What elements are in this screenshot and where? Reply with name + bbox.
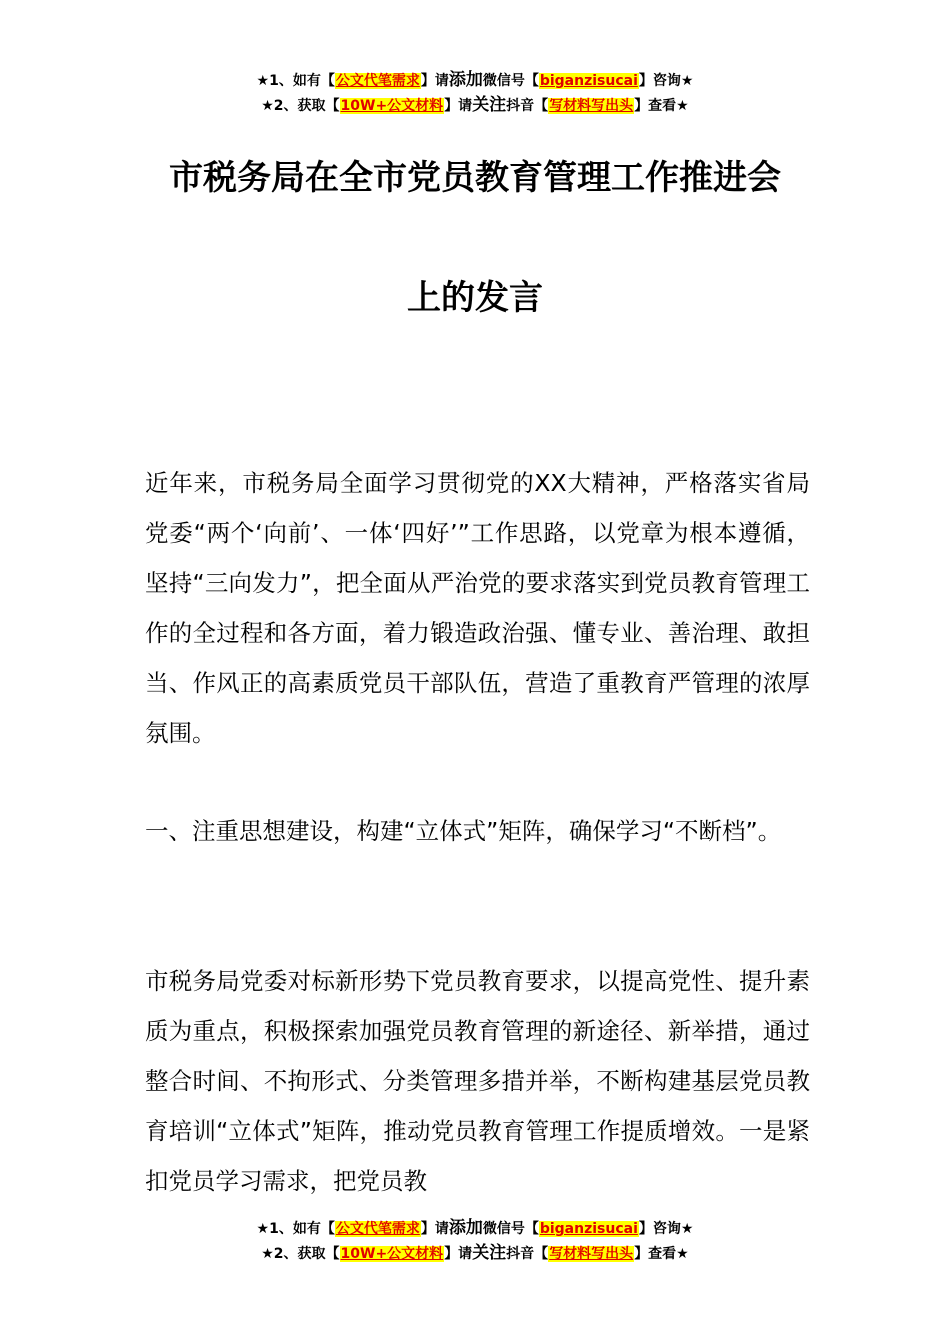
highlight-douyin-account: 写材料写出头 — [549, 98, 634, 114]
banner-text: ★2、获取【 — [261, 1246, 340, 1262]
highlight-wechat-id: biganzisucai — [539, 1221, 638, 1237]
banner-text: 微信号【 — [482, 1221, 539, 1237]
banner-emphasis: 添加 — [448, 1218, 483, 1238]
highlight-materials: 10W+公文材料 — [340, 1246, 444, 1262]
section-heading-1: 一、注重思想建设，构建“立体式”矩阵，确保学习“不断档”。 — [145, 817, 782, 845]
banner-text: 抖音【 — [506, 98, 549, 114]
banner-text: ★1、如有【 — [256, 73, 335, 89]
banner-emphasis: 关注 — [472, 1243, 507, 1263]
banner-text: 微信号【 — [482, 73, 539, 89]
footer-banner — [0, 1216, 950, 1266]
banner-text: 】查看★ — [634, 1246, 689, 1262]
banner-emphasis: 添加 — [448, 70, 483, 90]
banner-text: ★2、获取【 — [261, 98, 340, 114]
banner-text: 】请 — [420, 73, 449, 89]
banner-text: 】请 — [444, 1246, 473, 1262]
banner-line-2 — [0, 1241, 950, 1266]
highlight-douyin-account: 写材料写出头 — [549, 1246, 634, 1262]
banner-line-2 — [0, 93, 950, 118]
document-title-line-1: 市税务局在全市党员教育管理工作推进会 — [169, 158, 781, 198]
banner-text: 】咨询★ — [638, 1221, 694, 1237]
banner-text: ★1、如有【 — [256, 1221, 335, 1237]
highlight-service: 公文代笔需求 — [335, 1221, 420, 1237]
banner-text: 】查看★ — [634, 98, 689, 114]
banner-text: 】请 — [444, 98, 473, 114]
highlight-wechat-id: biganzisucai — [539, 73, 638, 89]
paragraph-section-1: 市税务局党委对标新形势下党员教育要求，以提高党性、提升素质为重点，积极探索加强党员教育管理的新途径、新举措，通过整合时间、不拘形式、分类管理多措并举，不断构建基层党员教育培训“立体式”矩阵，推动党员教育管理工作提质增效。一是紧扣党员学习需求，把党员教 — [145, 967, 810, 1195]
banner-text: 】请 — [420, 1221, 449, 1237]
highlight-service: 公文代笔需求 — [335, 73, 420, 89]
banner-emphasis: 关注 — [472, 95, 507, 115]
header-banner — [0, 68, 950, 118]
banner-text: 抖音【 — [506, 1246, 549, 1262]
banner-line-1 — [0, 1216, 950, 1241]
paragraph-intro: 近年来，市税务局全面学习贯彻党的XX大精神，严格落实省局党委“两个‘向前’、一体‘四好’”工作思路，以党章为根本遵循，坚持“三向发力”，把全面从严治党的要求落实到党员教育管理工作的全过程和各方面，着力锻造政治强、懂专业、善治理、敢担当、作风正的高素质党员干部队伍，营造了重教育严管理的浓厚氛围。 — [145, 469, 810, 747]
banner-text: 】咨询★ — [638, 73, 694, 89]
banner-line-1 — [0, 68, 950, 93]
document-title-line-2: 上的发言 — [407, 278, 543, 318]
highlight-materials: 10W+公文材料 — [340, 98, 444, 114]
